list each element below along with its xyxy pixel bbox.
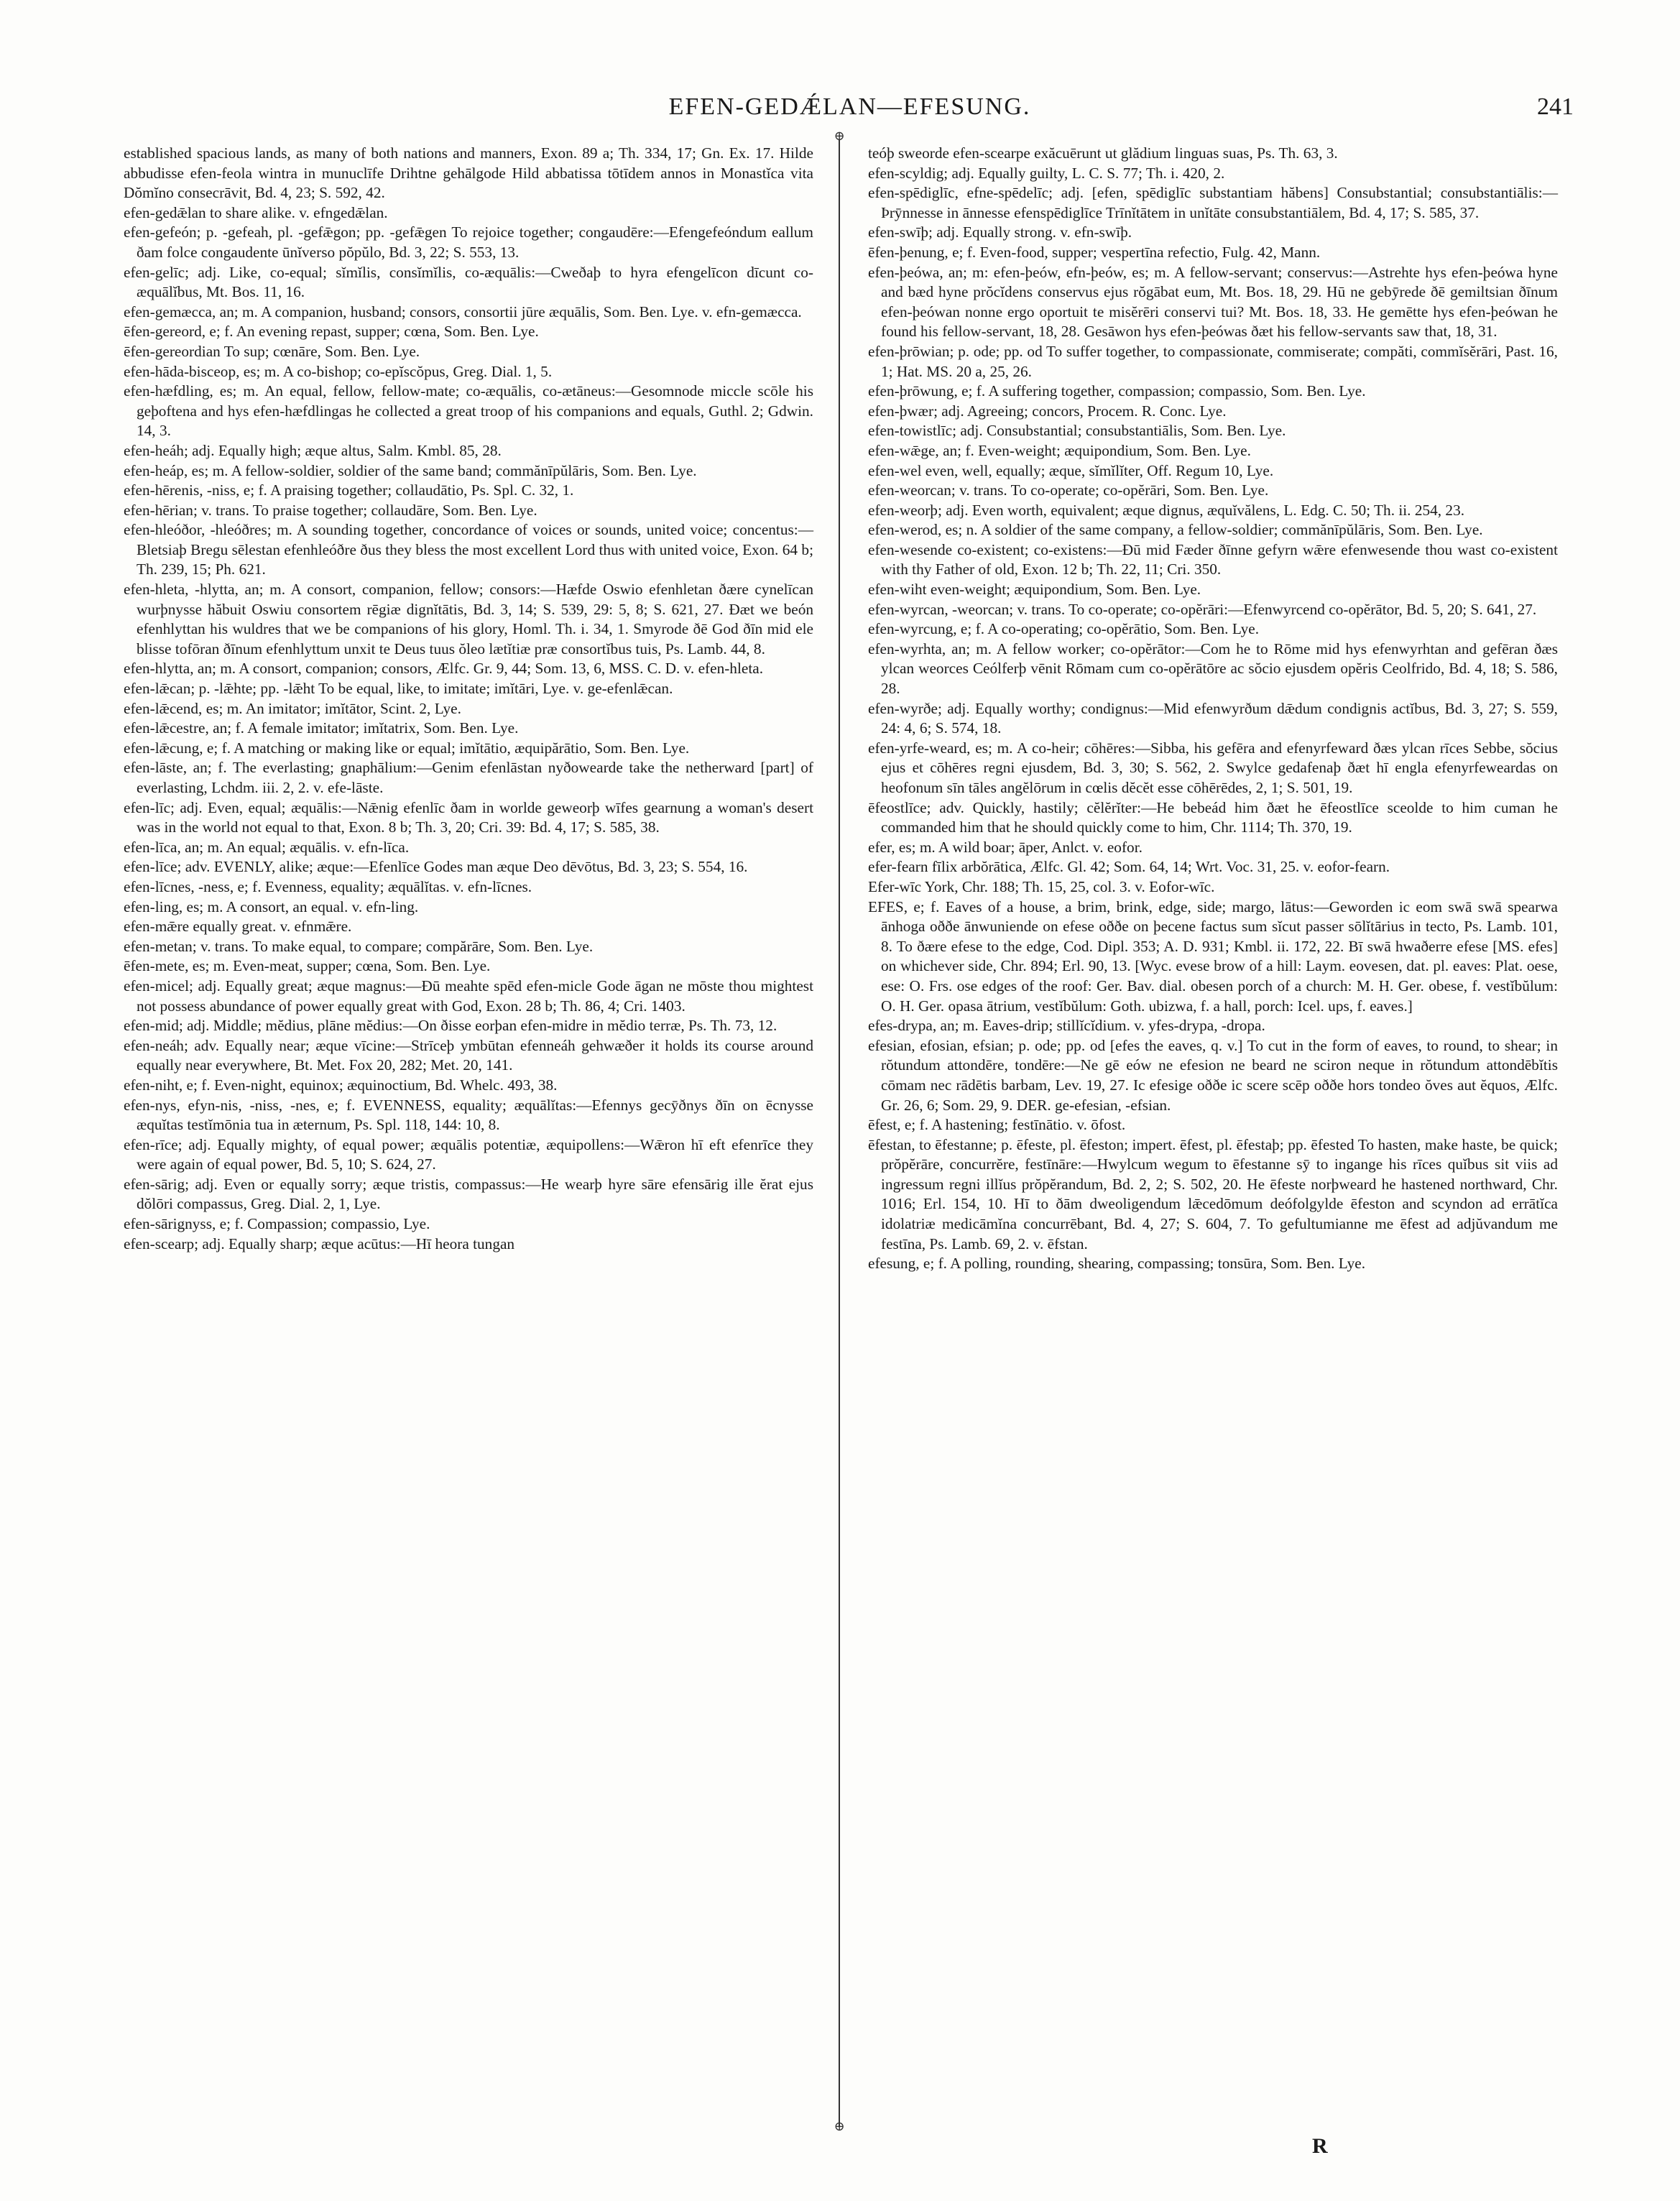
dictionary-entry: efen-hāda-bisceop, es; m. A co-bishop; co-epĭscŏpus, Greg. Dial. 1, 5. xyxy=(124,362,553,380)
dictionary-entry: efen-heáp, es; m. A fellow-soldier, soldier of the same band; commănīpŭlāris, Som. Ben. Lye. xyxy=(124,461,697,479)
dictionary-entry: efen-scyldig; adj. Equally guilty, L. C. S. 77; Th. i. 420, 2. xyxy=(868,164,1225,182)
dictionary-entry: efen-wyrhta, an; m. A fellow worker; co-opĕrātor:—Com he to Rōme mid hys efenwyrhtan and gefēran ðæs ylcan weorces Ceólferþ vēnit Rōmam cum co-opĕrātōre ac sŏcio ejusdem opĕris Ceolfrido, Bd. 4, 18; S. 586, 28. xyxy=(868,640,1558,698)
dictionary-entry: efen-weorcan; v. trans. To co-operate; co-opĕrāri, Som. Ben. Lye. xyxy=(868,481,1269,499)
dictionary-entry: efen-lǣcend, es; m. An imitator; imĭtātor, Scint. 2, Lye. xyxy=(124,699,461,717)
left-column xyxy=(124,144,813,1254)
dictionary-entry: efen-wiht even-weight; æquipondium, Som. Ben. Lye. xyxy=(868,581,1201,599)
page-number: 241 xyxy=(1537,93,1574,120)
dictionary-entry: efen-neáh; adv. Equally near; æque vīcine:—Strīceþ ymbūtan efenneáh gehwæðer it holds its course around equally near everywhere, Bt. Met. Fox 20, 282; Met. 20, 141. xyxy=(124,1036,813,1074)
dictionary-entry: efen-hlytta, an; m. A consort, companion; consors, Ælfc. Gr. 9, 44; Som. 13, 6, MSS. C. D. v. efen-hleta. xyxy=(124,660,764,678)
dictionary-entry: efen-niht, e; f. Even-night, equinox; æquinoctium, Bd. Whelc. 493, 38. xyxy=(124,1076,558,1094)
column-divider xyxy=(839,139,840,2126)
dictionary-entry: efen-metan; v. trans. To make equal, to compare; compărāre, Som. Ben. Lye. xyxy=(124,937,594,955)
signature-mark: R xyxy=(1312,2134,1328,2158)
dictionary-entry: efen-lǣcan; p. -lǣhte; pp. -lǣht To be equal, like, to imitate; imĭtāri, Lye. v. ge-efenlǣcan. xyxy=(124,680,673,698)
dictionary-entry: efen-līcnes, -ness, e; f. Evenness, equality; æquālĭtas. v. efn-līcnes. xyxy=(124,877,532,895)
dictionary-entry: efen-līce; adv. EVENLY, alike; æque:—Efenlīce Godes man æque Deo dēvōtus, Bd. 3, 23; S. 554, 16. xyxy=(124,858,748,876)
dictionary-entry: efen-micel; adj. Equally great; æque magnus:—Ðū meahte spēd efen-micle Gode āgan ne mōste thou mightest not possess abundance of power equally great with God, Exon. 28 b; Th. 86, 4; Cri. 1403. xyxy=(124,977,813,1015)
dictionary-entry: established spacious lands, as many of both nations and manners, Exon. 89 a; Th. 334, 17; Gn. Ex. 17. Hilde abbudisse efen-feola wintra in munuclīfe Drihtne gehālgode Hild abbatissa tōtīdem annos in Monastĭca vita Dŏmĭno consecrāvit, Bd. 4, 23; S. 592, 42. xyxy=(124,144,813,202)
dictionary-entry: efer, es; m. A wild boar; āper, Anlct. v. eofor. xyxy=(868,838,1143,856)
dictionary-entry: efes-drypa, an; m. Eaves-drip; stillĭcĭdium. v. yfes-drypa, -dropa. xyxy=(868,1017,1265,1035)
dictionary-entry: efen-wesende co-existent; co-existens:—Ðū mid Fæder ðīnne gefyrn wǣre efenwesende thou wast co-existent with thy Father of old, Exon. 12 b; Th. 22, 11; Cri. 350. xyxy=(868,540,1558,578)
dictionary-entry: efen-hæfdling, es; m. An equal, fellow, fellow-mate; co-æquālis, co-ætāneus:—Gesomnode miccle scōle his geþoftena and hys efen-hæfdlingas he collected a great troop of his companions and equals, Guthl. 2; Gdwin. 14, 3. xyxy=(124,382,813,440)
dictionary-entry: efen-sārig; adj. Even or equally sorry; æque tristis, compassus:—He wearþ hyre sāre efensārig ille ĕrat ejus dŏlōri compassus, Greg. Dial. 2, 1, Lye. xyxy=(124,1175,813,1213)
dictionary-entry: ēfen-mete, es; m. Even-meat, supper; cœna, Som. Ben. Lye. xyxy=(124,957,491,975)
dictionary-entry: efen-līca, an; m. An equal; æquālis. v. efn-līca. xyxy=(124,838,410,856)
dictionary-entry: efen-lǣcestre, an; f. A female imitator; imĭtatrix, Som. Ben. Lye. xyxy=(124,719,519,737)
running-title: EFEN-GEDǼLAN—EFESUNG. xyxy=(668,93,1031,120)
dictionary-entry: efen-gefeón; p. -gefeah, pl. -gefǣgon; pp. -gefǣgen To rejoice together; congaudēre:—Efengefeóndum eallum ðam folce congaudente ūnĭverso pŏpŭlo, Bd. 3, 22; S. 553, 13. xyxy=(124,223,813,261)
dictionary-entry: efesung, e; f. A polling, rounding, shearing, compassing; tonsūra, Som. Ben. Lye. xyxy=(868,1255,1366,1273)
dictionary-entry: efen-mid; adj. Middle; mĕdius, plāne mĕdius:—On ðisse eorþan efen-midre in mĕdio terræ, Ps. Th. 73, 12. xyxy=(124,1017,777,1035)
dictionary-entry: efen-rīce; adj. Equally mighty, of equal power; æquālis potentiæ, æquipollens:—Wǣron hī eft efenrīce they were again of equal power, Bd. 5, 10; S. 624, 27. xyxy=(124,1135,813,1173)
dictionary-entry: ēfen-þenung, e; f. Even-food, supper; vespertīna refectio, Fulg. 42, Mann. xyxy=(868,243,1321,261)
divider-top-ornament: ⊕ xyxy=(834,129,845,144)
dictionary-entry: efen-wel even, well, equally; æque, sĭmĭlĭter, Off. Regum 10, Lye. xyxy=(868,461,1274,479)
dictionary-entry: efen-gelīc; adj. Like, co-equal; sĭmĭlis, consĭmĭlis, co-æquālis:—Cweðaþ to hyra efengelīcon dīcunt co-æquālĭbus, Mt. Bos. 11, 16. xyxy=(124,263,813,301)
dictionary-entry: efen-þeówa, an; m: efen-þeów, efn-þeów, es; m. A fellow-servant; conservus:—Astrehte hys efen-þeówa hyne and bæd hyne prŏcĭdens conservus ejus rŏgābat eum, Mt. Bos. 18, 29. Hū ne gebȳrede ðē gemiltsian ðīnum efen-þeówan nonne ergo oportuit te misĕrēri conservi tui? Mt. Bos. 18, 33. He gemētte hys efen-þeówan he found his fellow-servant, 18, 28. Gesāwon hys efen-þeówas ðæt his fellow-servants saw that, 18, 31. xyxy=(868,263,1558,341)
dictionary-entry: efen-lǣcung, e; f. A matching or making like or equal; imĭtātio, æquipărātio, Som. Ben. Lye. xyxy=(124,739,690,757)
dictionary-entry: efen-towistlīc; adj. Consubstantial; consubstantiālis, Som. Ben. Lye. xyxy=(868,422,1286,440)
dictionary-entry: ēfeostlīce; adv. Quickly, hastily; cĕlĕrĭter:—He bebeád him ðæt he ēfeostlīce sceolde to him cuman he commanded him that he should quickly come to him, Chr. 1114; Th. 370, 19. xyxy=(868,798,1558,836)
dictionary-entry: EFES, e; f. Eaves of a house, a brim, brink, edge, side; margo, lātus:—Geworden ic eom swā swā spearwa ānhoga oððe ānwuniende on efese oððe on þecene factus sum sĭcut passer sōlĭtārius in tecto, Ps. Lamb. 101, 8. To ðære efese to the edge, Cod. Dipl. 353; A. D. 931; Kmbl. ii. 172, 22. Bī swā hwaðerre efese [MS. efes] on whichever side, Chr. 894; Erl. 90, 13. [Wyc. evese brow of a hill: Laym. eovesen, dat. pl. eaves: Plat. oese, ese: O. Frs. ose edges of the roof: Ger. Bav. dial. obesen porch of a church: M. H. Ger. obese, f. vestĭbŭlum: O. H. Ger. opasa ātrium, vestĭbŭlum: Goth. ubizwa, f. a hall, porch: Icel. ups, f. eaves.] xyxy=(868,898,1558,1015)
divider-bottom-ornament: ⊕ xyxy=(834,2119,845,2134)
dictionary-entry: ēfest, e; f. A hastening; festīnātio. v. ōfost. xyxy=(868,1116,1126,1134)
dictionary-entry: efen-werod, es; n. A soldier of the same company, a fellow-soldier; commănīpŭlāris, Som. Ben. Lye. xyxy=(868,521,1483,539)
dictionary-entry: efen-līc; adj. Even, equal; æquālis:—Nǣnig efenlīc ðam in worlde geweorþ wīfes gearnung a woman's desert was in the world not equal to that, Exon. 8 b; Th. 3, 20; Cri. 39: Bd. 4, 17; S. 585, 38. xyxy=(124,798,813,836)
dictionary-entry: Efer-wīc York, Chr. 188; Th. 15, 25, col. 3. v. Eofor-wīc. xyxy=(868,877,1215,895)
dictionary-entry: efen-hleóðor, -hleóðres; m. A sounding together, concordance of voices or sounds, united voice; concentus:—Bletsiaþ Bregu sēlestan efenhleóðre ðus they bless the most excellent Lord thus with united voice, Exon. 64 b; Th. 239, 15; Ph. 621. xyxy=(124,521,813,578)
dictionary-entry: ēfestan, to ēfestanne; p. ēfeste, pl. ēfeston; impert. ēfest, pl. ēfestaþ; pp. ēfested To hasten, make haste, be quick; prŏpĕrāre, concurrĕre, festīnāre:—Hwylcum wegum to ēfestanne sȳ to ingange his rīces quĭbus sit viis ad ingressum regni illĭus prŏpĕrandum, Bd. 2, 2; S. 502, 20. He ēfeste norþweard he hastened northward, Chr. 1016; Erl. 154, 10. Hī to ðām dweoligendum lǣcedōmum deófolgylde ēfeston and scyndon ad errātĭca idolatriæ medicāmĭna concurrēbant, Bd. 4, 27; S. 604, 7. To gefultumianne me ēfest ad adjŭvandum me festīna, Ps. Lamb. 69, 2. v. ēfstan. xyxy=(868,1135,1558,1252)
dictionary-entry: efen-wyrðe; adj. Equally worthy; condignus:—Mid efenwyrðum dǣdum condignis actĭbus, Bd. 3, 27; S. 559, 24: 4, 6; S. 574, 18. xyxy=(868,699,1558,737)
dictionary-entry: efen-spēdiglīc, efne-spēdelīc; adj. [efen, spēdiglīc substantiam hăbens] Consubstantial; consubstantiālis:—Þrȳnnesse in ānnesse efenspēdiglīce Trīnĭtātem in unĭtāte consubstantiālem, Bd. 4, 17; S. 585, 37. xyxy=(868,184,1558,221)
dictionary-entry: efen-wyrcung, e; f. A co-operating; co-opĕrātio, Som. Ben. Lye. xyxy=(868,620,1260,638)
dictionary-entry: efen-hleta, -hlytta, an; m. A consort, companion, fellow; consors:—Hæfde Oswio efenhletan ðære cynelīcan wurþnysse hăbuit Oswiu consortem rēgiæ dignĭtātis, Bd. 3, 14; S. 539, 29: 5, 8; S. 621, 27. Ðæt we beón efenhlyttan his wuldres that we be companions of his glory, Homl. Th. i. 34, 1. Smyrode ðē God ðīn mid ele blisse tofōran ðīnum efenhlyttum unxit te Deus tuus ŏleo lætĭtiæ præ consortĭbus tuis, Ps. Lamb. 44, 8. xyxy=(124,581,813,657)
page-header xyxy=(126,93,1574,137)
dictionary-entry: efen-mǣre equally great. v. efnmǣre. xyxy=(124,918,352,936)
dictionary-entry: ēfen-gereord, e; f. An evening repast, supper; cœna, Som. Ben. Lye. xyxy=(124,323,539,341)
dictionary-entry: efen-nys, efyn-nis, -niss, -nes, e; f. EVENNESS, equality; æquālĭtas:—Efennys gecȳðnys ðīn on ēcnysse æquĭtas testĭmōnia tua in æternum, Ps. Spl. 118, 144: 10, 8. xyxy=(124,1096,813,1134)
dictionary-entry: efen-yrfe-weard, es; m. A co-heir; cōhēres:—Sibba, his gefēra and efenyrfeward ðæs ylcan rīces Sebbe, sŏcius ejus et cōhēres regni ejusdem, Bd. 3, 30; S. 562, 2. Swylce gedafenaþ ðæt hī engla efenyrfeweardas on heofonum sīn tāles angĕlōrum in cœlis dĕcĕt esse cōhērēdes, 2, 1; S. 501, 19. xyxy=(868,739,1558,796)
dictionary-entry: efer-fearn fīlix arbŏrātica, Ælfc. Gl. 42; Som. 64, 14; Wrt. Voc. 31, 25. v. eofor-fearn. xyxy=(868,858,1390,876)
dictionary-entry: efen-heáh; adj. Equally high; æque altus, Salm. Kmbl. 85, 28. xyxy=(124,441,502,459)
dictionary-entry: efen-þrōwung, e; f. A suffering together, compassion; compassio, Som. Ben. Lye. xyxy=(868,382,1366,400)
dictionary-entry: efen-scearp; adj. Equally sharp; æque acūtus:—Hī heora tungan xyxy=(124,1235,515,1252)
dictionary-entry: efen-lāste, an; f. The everlasting; gnaphālium:—Genim efenlāstan nyðowearde take the netherward [part] of everlasting, Lchdm. iii. 2, 2. v. efe-lāste. xyxy=(124,759,813,796)
dictionary-entry: efen-gemæcca, an; m. A companion, husband; consors, consortii jūre æquālis, Som. Ben. Lye. v. efn-gemæcca. xyxy=(124,303,802,320)
dictionary-entry: efesian, efosian, efsian; p. ode; pp. od [efes the eaves, q. v.] To cut in the form of eaves, to round, to shear; in rŏtundum attondēre, tondēre:—Ne gē eów ne efesion ne beard ne sciron neque in rŏtundum attondēbĭtis cōmam nec rādētis barbam, Lev. 19, 27. Ic efesige oððe ic scere scēp oððe hors tondeo ŏves aut ĕquos, Ælfc. Gr. 26, 6; Som. 29, 9. DER. ge-efesian, -efsian. xyxy=(868,1036,1558,1114)
dictionary-entry: efen-þrōwian; p. ode; pp. od To suffer together, to compassionate, commiserate; compăti, commĭsĕrāri, Past. 16, 1; Hat. MS. 20 a, 25, 26. xyxy=(868,342,1558,380)
dictionary-entry: efen-gedǣlan to share alike. v. efngedǣlan. xyxy=(124,203,388,221)
dictionary-entry: ēfen-gereordian To sup; cœnāre, Som. Ben. Lye. xyxy=(124,342,420,360)
dictionary-entry: efen-wǣge, an; f. Even-weight; æquipondium, Som. Ben. Lye. xyxy=(868,441,1251,459)
dictionary-entry: efen-ling, es; m. A consort, an equal. v. efn-ling. xyxy=(124,898,419,915)
dictionary-entry: efen-swīþ; adj. Equally strong. v. efn-swīþ. xyxy=(868,223,1132,241)
dictionary-entry: efen-hērian; v. trans. To praise together; collaudāre, Som. Ben. Lye. xyxy=(124,501,537,519)
dictionary-entry: teóþ sweorde efen-scearpe exăcuērunt ut glădium linguas suas, Ps. Th. 63, 3. xyxy=(868,144,1338,162)
dictionary-entry: efen-hērenis, -niss, e; f. A praising together; collaudātio, Ps. Spl. C. 32, 1. xyxy=(124,481,574,499)
dictionary-entry: efen-weorþ; adj. Even worth, equivalent; æque dignus, æquĭvălens, L. Edg. C. 50; Th. ii. 254, 23. xyxy=(868,501,1465,519)
dictionary-entry: efen-wyrcan, -weorcan; v. trans. To co-operate; co-opĕrāri:—Efenwyrcend co-opĕrātor, Bd. 5, 20; S. 641, 27. xyxy=(868,600,1537,618)
dictionary-entry: efen-þwær; adj. Agreeing; concors, Procem. R. Conc. Lye. xyxy=(868,402,1227,420)
dictionary-entry: efen-sārignyss, e; f. Compassion; compassio, Lye. xyxy=(124,1215,430,1233)
right-column xyxy=(868,144,1558,1274)
